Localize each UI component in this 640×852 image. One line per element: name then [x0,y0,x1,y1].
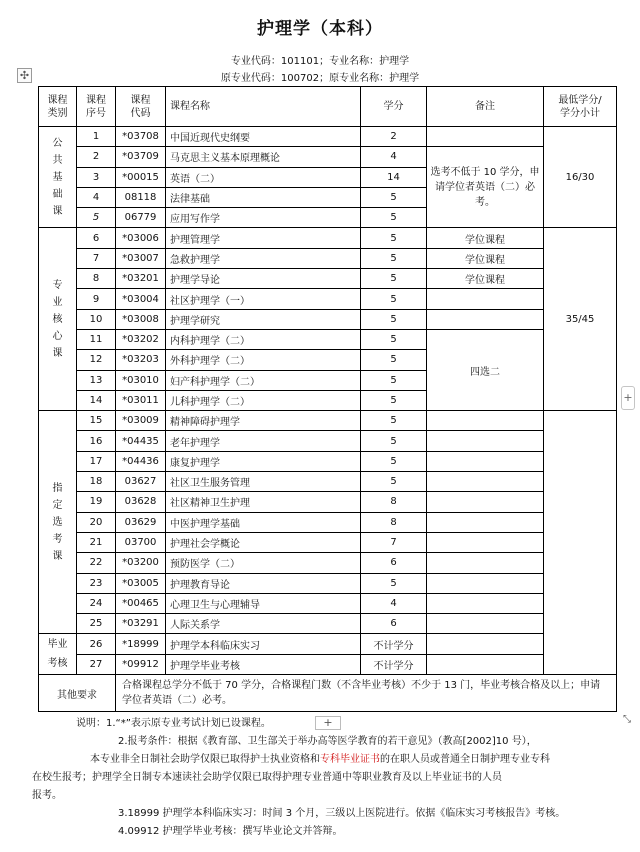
name-cell: 急救护理学 [166,248,361,268]
table-row [39,228,617,248]
other-requirements-label: 其他要求 [39,675,116,712]
code-cell: *03006 [116,228,166,248]
remark-cell: 学位课程 [427,248,544,268]
name-cell: 法律基础 [166,187,361,207]
note-2-line-2-text-end: 的在职人员或普通全日制护理专业专科 [380,754,550,765]
header-remark: 备注 [427,87,544,127]
code-cell: *18999 [116,634,166,654]
name-cell: 儿科护理学（二） [166,390,361,410]
seq-cell: 3 [77,167,116,187]
credit-cell: 5 [361,573,427,593]
name-cell: 中国近现代史纲要 [166,127,361,147]
category-graduation: 毕业 考核 [39,634,77,675]
table-row [39,127,617,147]
name-cell: 内科护理学（二） [166,329,361,349]
code-cell: *03201 [116,269,166,289]
credit-cell: 8 [361,512,427,532]
note-2-line-2-text: 本专业非全日制社会助学仅限已取得护士执业资格和 [90,754,320,765]
seq-cell: 7 [77,248,116,268]
credit-cell: 不计学分 [361,654,427,674]
seq-cell: 20 [77,512,116,532]
table-row [39,593,617,613]
seq-cell: 16 [77,431,116,451]
seq-cell: 6 [77,228,116,248]
code-cell: *03709 [116,147,166,167]
note-2-line-3: 在校生报考；护理学全日制专本速读社会助学仅限已取得护理专业普通中等职业教育及以上毕业证书的人员 [32,772,502,783]
seq-cell: 8 [77,269,116,289]
remark-cell [427,127,544,147]
remark-cell [427,634,544,654]
credit-cell: 5 [361,350,427,370]
table-row [39,472,617,492]
note-4: 4.09912 护理学毕业考核：撰写毕业论文并答辩。 [118,826,343,837]
table-row [39,532,617,552]
credit-cell: 不计学分 [361,634,427,654]
name-cell: 心理卫生与心理辅导 [166,593,361,613]
seq-cell: 1 [77,127,116,147]
name-cell: 护理学本科临床实习 [166,634,361,654]
note-1: 说明：1.“*”表示原专业考试计划已设课程。 [76,718,271,729]
header-code: 课程 代码 [116,87,166,127]
code-cell: *04435 [116,431,166,451]
credit-cell: 5 [361,431,427,451]
header-min-credit: 最低学分/ 学分小计 [544,87,617,127]
credit-cell: 5 [361,472,427,492]
header-name: 课程名称 [166,87,361,127]
credit-cell: 14 [361,167,427,187]
note-2-highlight: 专科毕业证书 [320,754,380,765]
remark-cell [427,573,544,593]
seq-cell: 24 [77,593,116,613]
seq-cell: 18 [77,472,116,492]
code-cell: *03005 [116,573,166,593]
name-cell: 护理学导论 [166,269,361,289]
name-cell: 社区护理学（一） [166,289,361,309]
name-cell: 护理学毕业考核 [166,654,361,674]
credit-cell: 5 [361,248,427,268]
name-cell: 老年护理学 [166,431,361,451]
table-row [39,512,617,532]
remark-cell [427,451,544,471]
insert-column-plus-icon[interactable]: + [621,386,635,410]
name-cell: 外科护理学（二） [166,350,361,370]
header-seq: 课程 序号 [77,87,116,127]
name-cell: 护理社会学概论 [166,532,361,552]
name-cell: 社区卫生服务管理 [166,472,361,492]
table-row [39,431,617,451]
code-cell: 08118 [116,187,166,207]
remark-cell [427,553,544,573]
seq-cell: 13 [77,370,116,390]
credit-cell: 5 [361,411,427,431]
code-cell: *09912 [116,654,166,674]
note-2-line-2 [32,751,596,769]
name-cell: 护理教育导论 [166,573,361,593]
min-credit-cell [544,411,617,675]
note-2-line-4: 报考。 [32,790,62,801]
code-cell: 03700 [116,532,166,552]
min-credit-core: 35/45 [544,228,617,411]
name-cell: 康复护理学 [166,451,361,471]
table-row [39,329,617,349]
name-cell: 马克思主义基本原理概论 [166,147,361,167]
table-row [39,654,617,674]
remark-cell [427,289,544,309]
credit-cell: 6 [361,553,427,573]
code-cell: *03009 [116,411,166,431]
table-row [39,451,617,471]
code-cell: *03008 [116,309,166,329]
code-cell: *03010 [116,370,166,390]
remark-cell: 学位课程 [427,269,544,289]
code-cell: *03708 [116,127,166,147]
code-cell: *03200 [116,553,166,573]
seq-cell: 10 [77,309,116,329]
category-core: 专 业 核 心 课 [39,228,77,411]
code-cell: *00015 [116,167,166,187]
seq-cell: 14 [77,390,116,410]
table-row [39,147,617,167]
code-cell: *03004 [116,289,166,309]
category-public: 公 共 基 础 课 [39,127,77,228]
remark-cell [427,492,544,512]
name-cell: 社区精神卫生护理 [166,492,361,512]
remark-cell [427,593,544,613]
credit-cell: 5 [361,289,427,309]
seq-cell: 27 [77,654,116,674]
table-row [39,411,617,431]
add-row-plus-icon[interactable]: + [315,716,341,730]
other-requirements-text: 合格课程总学分不低于 70 学分，合格课程门数（不含毕业考核）不少于 13 门，毕业考核合格及以上；申请学位者英语（二）必考。 [116,675,617,712]
major-code-line: 专业代码：101101；专业名称：护理学 [230,56,410,67]
header-category: 课程 类别 [39,87,77,127]
table-row [39,634,617,654]
remark-choose-two: 四选二 [427,329,544,410]
code-cell: *00465 [116,593,166,613]
table-row [39,553,617,573]
seq-cell: 9 [77,289,116,309]
table-row [39,289,617,309]
seq-cell: 15 [77,411,116,431]
seq-cell: 12 [77,350,116,370]
seq-cell: 21 [77,532,116,552]
table-move-handle-icon[interactable]: ✣ [17,68,32,83]
seq-cell: 11 [77,329,116,349]
seq-cell: 26 [77,634,116,654]
code-cell: 06779 [116,208,166,228]
note-2-line-1: 2.报考条件：根据《教育部、卫生部关于举办高等医学教育的若干意见》（教高[2002]10 号）， [118,736,537,747]
table-row [39,492,617,512]
credit-cell: 5 [361,208,427,228]
seq-cell: 25 [77,614,116,634]
seq-cell: 5 [77,208,116,228]
code-cell: *03291 [116,614,166,634]
code-cell: *03007 [116,248,166,268]
name-cell: 英语（二） [166,167,361,187]
credit-cell: 5 [361,187,427,207]
other-requirements-row [39,675,617,712]
name-cell: 妇产科护理学（二） [166,370,361,390]
curriculum-table [38,86,617,712]
remark-cell [427,532,544,552]
seq-cell: 23 [77,573,116,593]
remark-cell [427,512,544,532]
table-header-row [39,87,617,127]
code-cell: 03628 [116,492,166,512]
remark-cell: 学位课程 [427,228,544,248]
seq-cell: 4 [77,187,116,207]
credit-cell: 5 [361,329,427,349]
credit-cell: 5 [361,269,427,289]
code-cell: *03202 [116,329,166,349]
credit-cell: 5 [361,451,427,471]
code-cell: *03203 [116,350,166,370]
name-cell: 应用写作学 [166,208,361,228]
credit-cell: 5 [361,370,427,390]
name-cell: 护理管理学 [166,228,361,248]
seq-cell: 17 [77,451,116,471]
credit-cell: 7 [361,532,427,552]
credit-cell: 5 [361,228,427,248]
remark-cell [427,309,544,329]
min-credit-public: 16/30 [544,127,617,228]
credit-cell: 4 [361,593,427,613]
name-cell: 人际关系学 [166,614,361,634]
header-credit: 学分 [361,87,427,127]
seq-cell: 19 [77,492,116,512]
credit-cell: 2 [361,127,427,147]
remark-cell [427,472,544,492]
name-cell: 精神障碍护理学 [166,411,361,431]
credit-cell: 8 [361,492,427,512]
code-cell: *03011 [116,390,166,410]
remark-cell [427,614,544,634]
original-major-code-line: 原专业代码：100702；原专业名称：护理学 [220,73,420,84]
remark-cell [427,431,544,451]
table-resize-icon[interactable]: ⤡ [623,714,631,725]
table-row [39,269,617,289]
seq-cell: 2 [77,147,116,167]
code-cell: *04436 [116,451,166,471]
table-row [39,614,617,634]
name-cell: 护理学研究 [166,309,361,329]
notes-section [32,715,596,841]
code-cell: 03629 [116,512,166,532]
remark-public: 选考不低于 10 学分，申请学位者英语（二）必考。 [427,147,544,228]
name-cell: 预防医学（二） [166,553,361,573]
credit-cell: 5 [361,390,427,410]
category-elective: 指 定 选 考 课 [39,411,77,634]
remark-cell [427,654,544,674]
credit-cell: 4 [361,147,427,167]
name-cell: 中医护理学基础 [166,512,361,532]
note-3: 3.18999 护理学本科临床实习：时间 3 个月，三级以上医院进行。依据《临床实习考核报告》考核。 [118,808,566,819]
credit-cell: 6 [361,614,427,634]
remark-cell [427,411,544,431]
code-cell: 03627 [116,472,166,492]
table-row [39,248,617,268]
table-row [39,309,617,329]
table-row [39,573,617,593]
credit-cell: 5 [361,309,427,329]
seq-cell: 22 [77,553,116,573]
document-title: 护理学（本科） [257,19,383,39]
